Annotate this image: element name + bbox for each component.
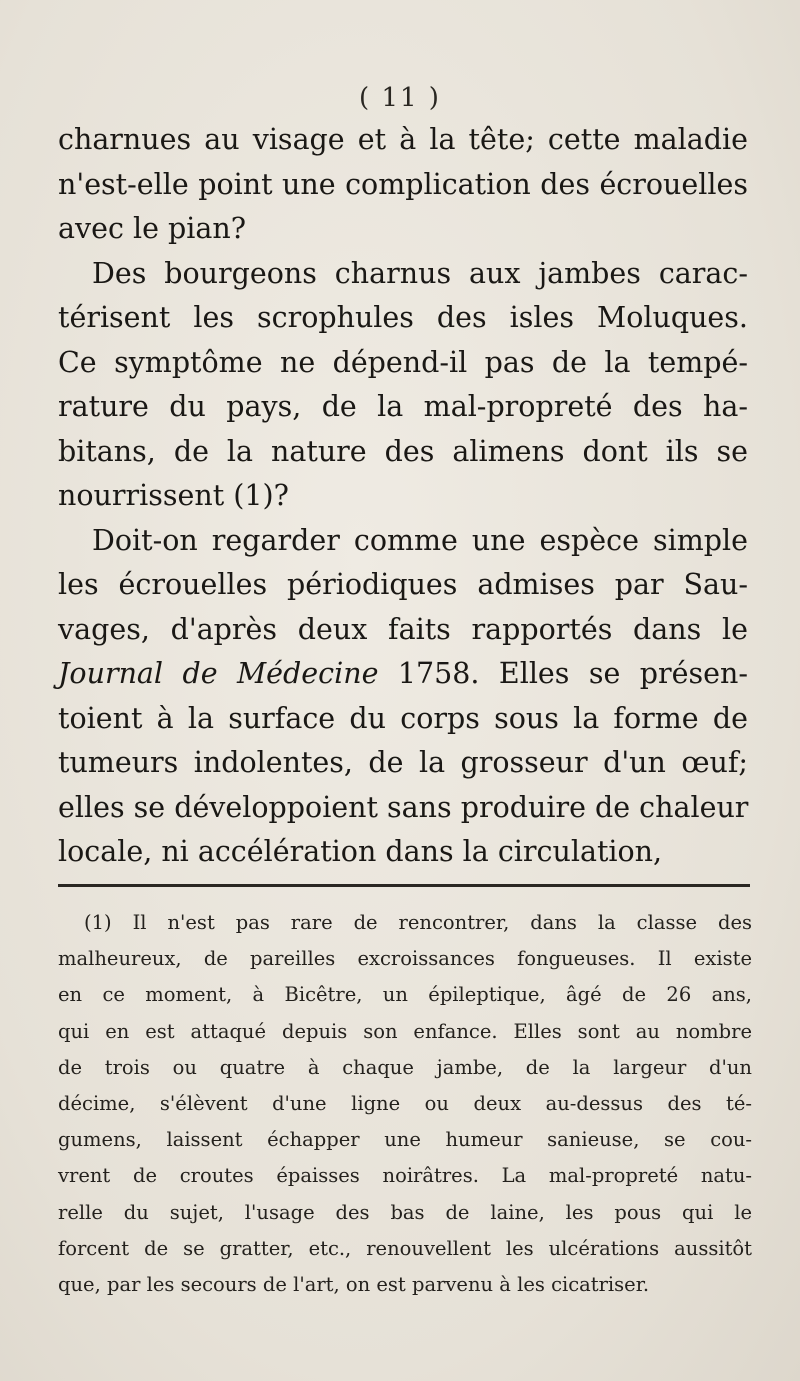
text-line: avec le pian? — [58, 212, 247, 245]
text-line: elles se développoient sans produire de chaleur — [58, 790, 749, 824]
footnote-line: (1) Il n'est pas rare de rencontrer, dans la classe des — [84, 911, 752, 934]
text-line: charnues au visage et à la tête; cette maladie — [58, 123, 748, 156]
journal-line-rest: 1758. Elles se présen- — [378, 657, 748, 690]
journal-title: Journal de Médecine — [58, 657, 379, 690]
text-line: Ce symptôme ne dépend-il pas de la tempé- — [58, 345, 748, 379]
text-line: Des bourgeons charnus aux jambes carac- — [92, 256, 748, 290]
text-line: térisent les scrophules des isles Moluques. — [58, 301, 748, 334]
text-line: Doit-on regarder comme une espèce simple — [92, 523, 748, 557]
text-line: rature du pays, de la mal-propreté des ha- — [58, 390, 748, 423]
footnote-line: de trois ou quatre à chaque jambe, de la largeur d'un — [58, 1055, 752, 1079]
footnote-line: que, par les secours de l'art, on est parvenu à les cicatriser. — [58, 1273, 650, 1297]
text-line: toient à la surface du corps sous la forme de — [58, 701, 748, 735]
footnote-line: décime, s'élèvent d'une ligne ou deux au-dessus des té- — [58, 1092, 752, 1116]
text-line: vages, d'après deux faits rapportés dans le — [58, 612, 748, 646]
footnote-line: malheureux, de pareilles excroissances fongueuses. Il existe — [58, 947, 752, 971]
footnote-line: qui en est attaqué depuis son enfance. Elles sont au nombre — [58, 1019, 752, 1043]
footnote-divider — [58, 884, 750, 887]
page-number: ( 11 ) — [359, 83, 441, 113]
footnote — [58, 905, 752, 1303]
text-line: les écrouelles périodiques admises par Sau- — [58, 568, 748, 601]
text-line: bitans, de la nature des alimens dont ils se — [58, 434, 748, 468]
text-line: tumeurs indolentes, de la grosseur d'un œuf; — [58, 746, 748, 779]
text-line — [58, 652, 748, 697]
text-line: locale, ni accélération dans la circulation, — [58, 835, 663, 868]
footnote-line: relle du sujet, l'usage des bas de laine, les pous qui le — [58, 1200, 752, 1224]
footnote-line: forcent de se gratter, etc., renouvellent les ulcérations aussitôt — [58, 1236, 752, 1260]
text-line: nourrissent (1)? — [58, 479, 289, 512]
main-text — [58, 118, 748, 875]
footnote-line: vrent de croutes épaisses noirâtres. La mal-propreté natu- — [58, 1164, 752, 1188]
text-line: n'est-elle point une complication des écrouelles — [58, 167, 748, 201]
footnote-line: en ce moment, à Bicêtre, un épileptique, âgé de 26 ans, — [58, 983, 752, 1007]
footnote-line: gumens, laissent échapper une humeur sanieuse, se cou- — [58, 1128, 752, 1152]
